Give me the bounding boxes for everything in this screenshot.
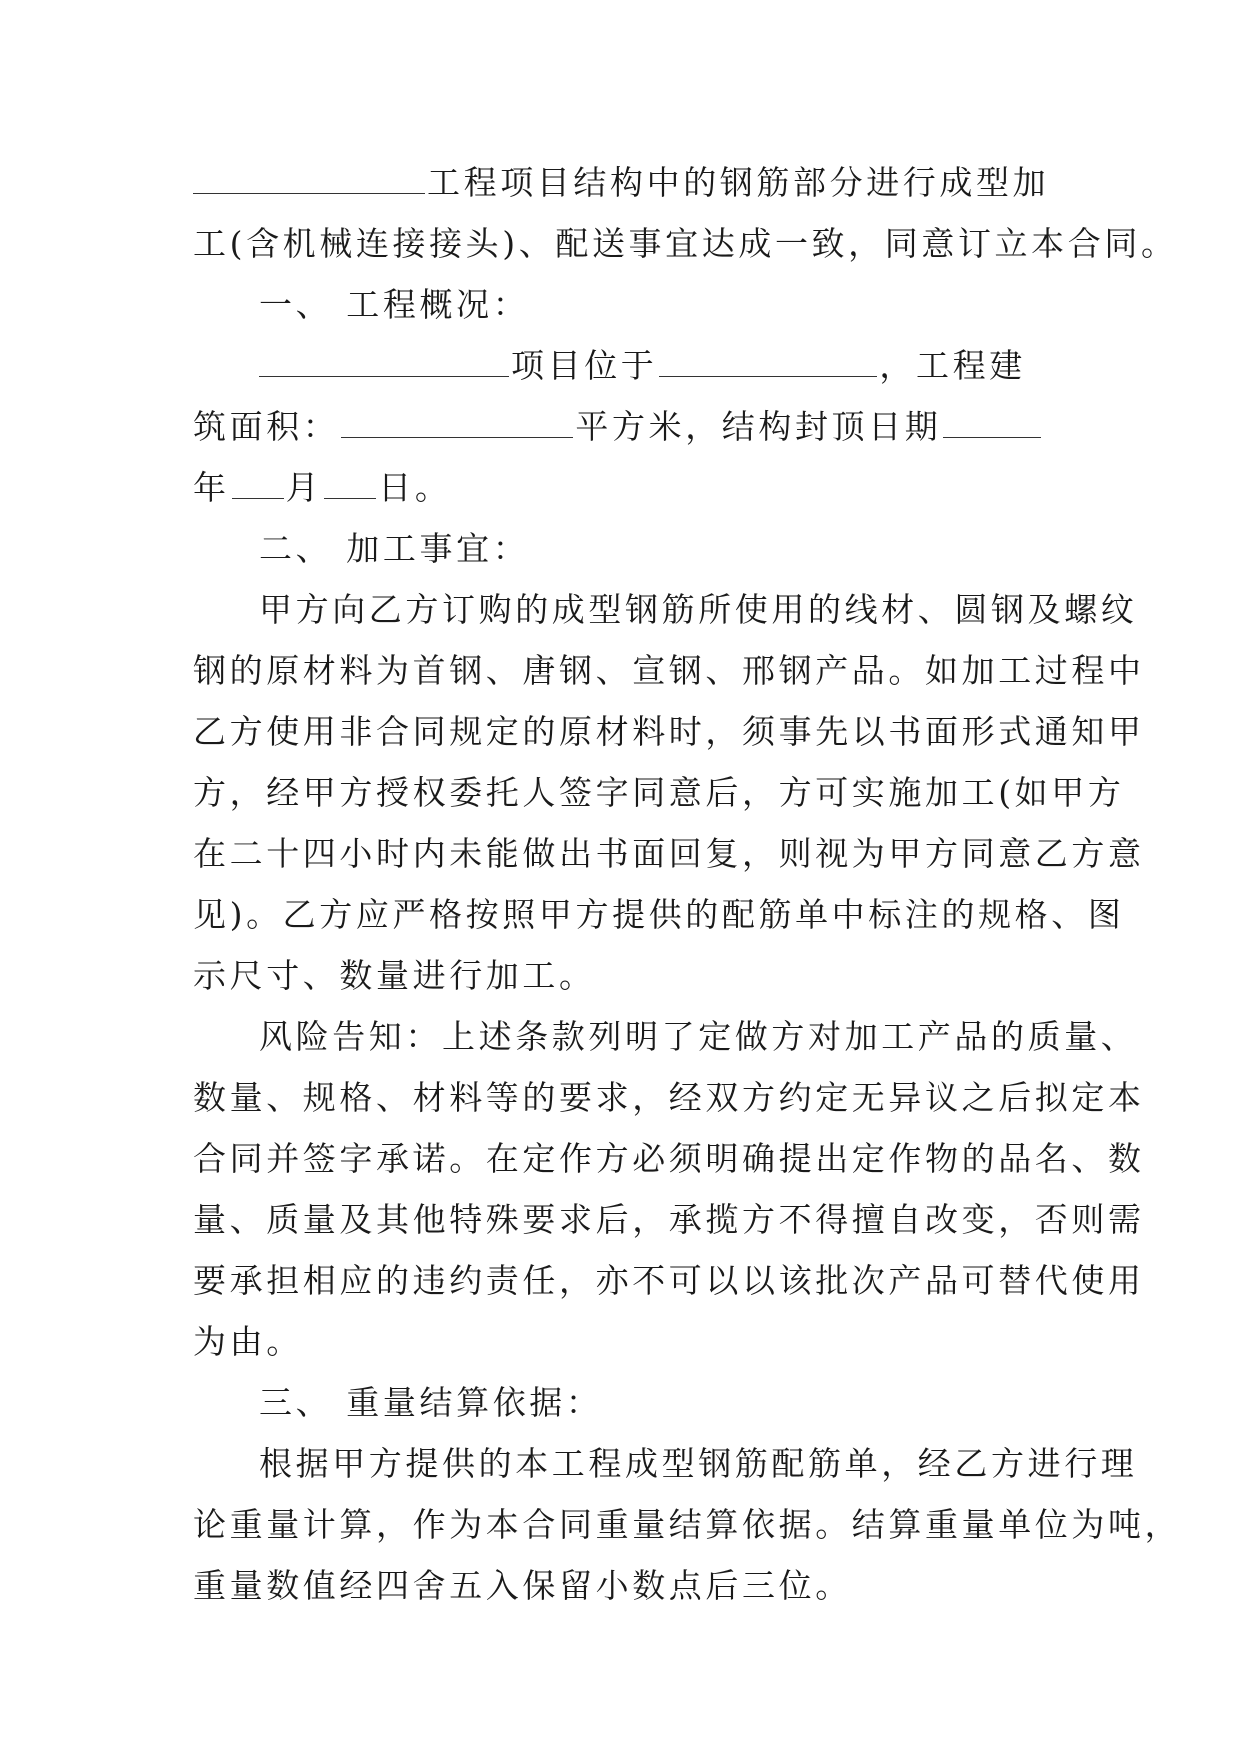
- fill-in-blank: [193, 192, 425, 194]
- text-line: [193, 152, 1053, 213]
- text-segment: 示尺寸、数量进行加工。: [193, 956, 596, 995]
- text-segment: 重量数值经四舍五入保留小数点后三位。: [193, 1566, 852, 1605]
- text-segment: 月: [285, 468, 323, 507]
- section-heading-text: 三、 重量结算依据：: [259, 1383, 603, 1422]
- text-segment: 根据甲方提供的本工程成型钢筋配筋单，经乙方进行理: [259, 1444, 1138, 1483]
- document-page: [193, 152, 1182, 1616]
- text-segment: 乙方使用非合同规定的原材料时，须事先以书面形式通知甲: [193, 712, 1145, 751]
- text-segment: 项目位于: [511, 346, 658, 385]
- text-segment: ，工程建: [879, 346, 1026, 385]
- text-segment: 钢的原材料为首钢、唐钢、宣钢、邢钢产品。如加工过程中: [193, 651, 1145, 690]
- text-segment: 要承担相应的违约责任，亦不可以以该批次产品可替代使用: [193, 1261, 1145, 1300]
- text-line: [193, 1006, 1138, 1067]
- text-line: [193, 579, 1138, 640]
- text-segment: 为由。: [193, 1322, 303, 1361]
- fill-in-blank: [341, 436, 573, 438]
- text-segment: 论重量计算，作为本合同重量结算依据。结算重量单位为吨，: [193, 1505, 1182, 1544]
- text-segment: 平方米，结构封顶日期: [575, 407, 942, 446]
- fill-in-blank: [659, 375, 877, 377]
- text-segment: 方，经甲方授权委托人签字同意后，方可实施加工(如甲方: [193, 773, 1125, 812]
- text-segment: 见)。乙方应严格按照甲方提供的配筋单中标注的规格、图: [193, 895, 1125, 934]
- text-line: [193, 1250, 1145, 1311]
- text-segment: 工程项目结构中的钢筋部分进行成型加: [427, 163, 1050, 202]
- text-line: [193, 1311, 1053, 1372]
- text-line: [193, 640, 1145, 701]
- section-heading: [193, 518, 1053, 579]
- text-line: [193, 1128, 1145, 1189]
- text-segment: 数量、规格、材料等的要求，经双方约定无异议之后拟定本: [193, 1078, 1145, 1117]
- text-line: [193, 701, 1145, 762]
- text-line: [193, 335, 1053, 396]
- fill-in-blank: [943, 436, 1041, 438]
- fill-in-blank: [232, 497, 284, 499]
- text-line: [193, 823, 1145, 884]
- text-line: [193, 213, 1178, 274]
- text-segment: 筑面积：: [193, 407, 340, 446]
- fill-in-blank: [324, 497, 376, 499]
- text-line: [193, 1189, 1145, 1250]
- text-segment: 合同并签字承诺。在定作方必须明确提出定作物的品名、数: [193, 1139, 1145, 1178]
- text-line: [193, 396, 1053, 457]
- section-heading: [193, 274, 1053, 335]
- text-segment: 甲方向乙方订购的成型钢筋所使用的线材、圆钢及螺纹: [259, 590, 1138, 629]
- section-heading: [193, 1372, 1053, 1433]
- text-segment: 工(含机械连接接头)、配送事宜达成一致，同意订立本合同。: [193, 224, 1178, 263]
- text-line: [193, 1067, 1145, 1128]
- text-segment: 量、质量及其他特殊要求后，承揽方不得擅自改变，否则需: [193, 1200, 1145, 1239]
- text-segment: 年: [193, 468, 230, 507]
- fill-in-blank: [259, 375, 509, 377]
- risk-notice-text: 风险告知：上述条款列明了定做方对加工产品的质量、: [259, 1017, 1138, 1056]
- text-segment: 在二十四小时内未能做出书面回复，则视为甲方同意乙方意: [193, 834, 1145, 873]
- text-line: [193, 945, 1053, 1006]
- section-heading-text: 一、 工程概况：: [259, 285, 530, 324]
- section-heading-text: 二、 加工事宜：: [259, 529, 530, 568]
- text-line: [193, 1433, 1138, 1494]
- text-line: [193, 762, 1125, 823]
- text-line: [193, 1555, 1053, 1616]
- text-segment: 日。: [378, 468, 452, 507]
- text-line: [193, 884, 1125, 945]
- text-line: [193, 1494, 1182, 1555]
- text-line: [193, 457, 1053, 518]
